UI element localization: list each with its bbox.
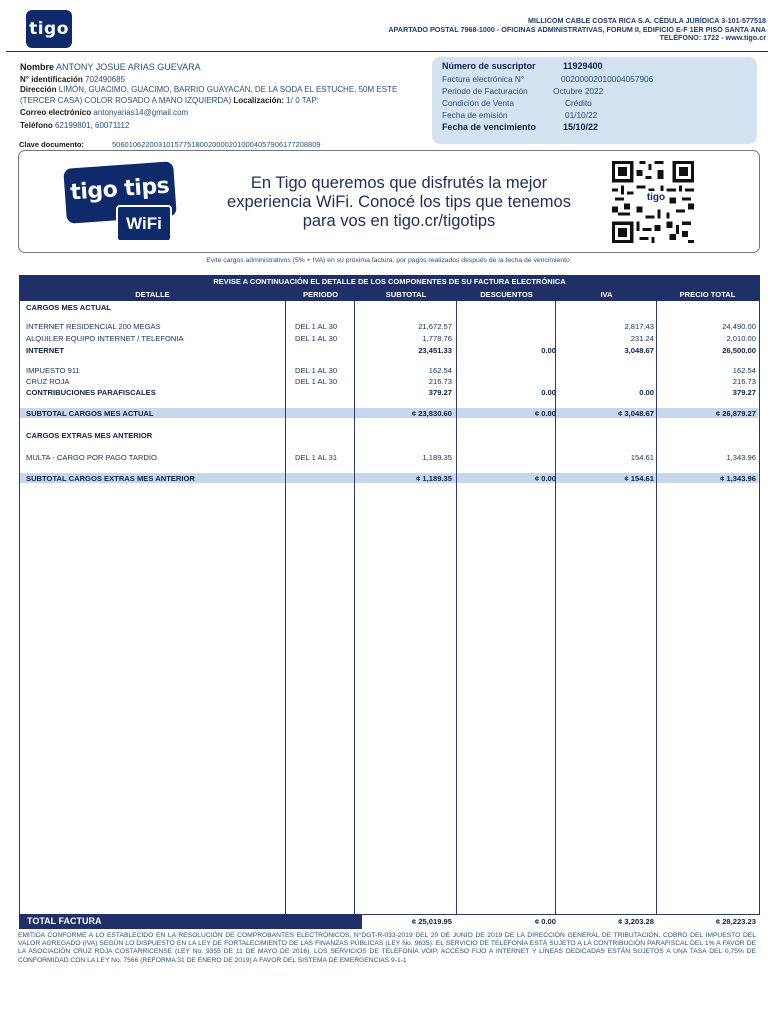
col-header-subtotal: SUBTOTAL bbox=[385, 290, 427, 299]
banner-message: En Tigo queremos que disfrutés la mejor experiencia WiFi. Conocé los tips que tenemos para vos en tigo.cr/tigotips bbox=[227, 174, 571, 230]
row-period: DEL 1 AL 30 bbox=[295, 377, 338, 386]
row-total: 24,490.00 bbox=[722, 322, 756, 331]
row-period: DEL 1 AL 30 bbox=[295, 334, 338, 343]
total-subtotal: ¢ 25,019.95 bbox=[411, 917, 452, 926]
row-iva: 3,048.67 bbox=[624, 346, 654, 355]
row-subtotal: ¢ 23,830.60 bbox=[411, 409, 452, 418]
table-title: REVISE A CONTINUACIÓN EL DETALLE DE LOS COMPONENTES DE SU FACTURA ELECTRÓNICA bbox=[19, 275, 760, 288]
subscriber-number: 11929400 bbox=[563, 61, 603, 71]
issue-date: 01/10/22 bbox=[565, 110, 598, 120]
issue-row bbox=[442, 110, 598, 120]
row-iva: 2,817.43 bbox=[624, 322, 654, 331]
table-header-row bbox=[19, 288, 760, 301]
company-line: MILLICOM CABLE COSTA RICA S.A. CÉDULA JURÍDICA 3-101-577518 bbox=[527, 16, 766, 25]
row-iva: 154.61 bbox=[630, 453, 654, 462]
company-line: APARTADO POSTAL 7968-1000 - OFICINAS ADMINISTRATIVAS, FORUM II, EDIFICIO E-F 1ER PISO SANTA ANA bbox=[388, 24, 766, 34]
name-label: Nombre bbox=[20, 62, 55, 72]
row-period: DEL 1 AL 31 bbox=[295, 453, 338, 462]
row-subtotal: ¢ 1,189.35 bbox=[416, 474, 452, 483]
address-label: Dirección bbox=[20, 85, 57, 94]
row-subtotal: 1,189.35 bbox=[422, 453, 452, 462]
client-address-row bbox=[20, 85, 420, 106]
column-divider bbox=[656, 301, 657, 915]
subscriber-label: Número de suscriptor bbox=[442, 61, 536, 71]
client-phone: 62199801, 60071112 bbox=[54, 120, 130, 130]
client-email: antonyarias14@gmail.com bbox=[93, 108, 189, 117]
id-label: N° identificación bbox=[20, 74, 83, 84]
row-iva: ¢ 3,048.67 bbox=[618, 409, 654, 418]
late-payment-note: Evite cargos administrativos (5% + IVA) en su próxima factura, por pagos realizados después de la fecha de vencimiento bbox=[206, 257, 570, 264]
row-discounts: ¢ 0.00 bbox=[534, 474, 556, 483]
client-address: LIMÓN, GUACIMO, GUACIMO, BARRIO GUAYACÁN, DE LA SODA EL ESTUCHE, 50M ESTE (TERCER CASA) COLOR ROSADO A MANO IZQUIERDA) bbox=[20, 85, 398, 105]
col-header-descuentos: DESCUENTOS bbox=[480, 290, 533, 299]
total-label: TOTAL FACTURA bbox=[19, 914, 362, 929]
section-heading: CARGOS MES ACTUAL bbox=[26, 303, 111, 312]
row-subtotal: 162.54 bbox=[428, 366, 452, 375]
row-total: 216.73 bbox=[732, 377, 756, 386]
condition-row bbox=[442, 98, 592, 108]
total-iva: ¢ 3,203.28 bbox=[618, 917, 654, 926]
subscriber-row bbox=[442, 61, 603, 71]
condition-value: Crédito bbox=[565, 98, 592, 108]
row-detail: CONTRIBUCIONES PARAFISCALES bbox=[26, 388, 156, 397]
company-info bbox=[286, 17, 766, 43]
row-total: 26,500.00 bbox=[722, 346, 756, 355]
qr-tigo-logo: tigo bbox=[643, 191, 669, 205]
company-line: TELÉFONO: 1722 - www.tigo.cr bbox=[659, 33, 766, 42]
row-iva: 231.24 bbox=[630, 334, 654, 343]
phone-label: Teléfono bbox=[20, 120, 53, 130]
client-id: 702490685 bbox=[85, 74, 126, 84]
due-label: Fecha de vencimiento bbox=[442, 122, 537, 132]
client-location: 1/ 0 TAP: bbox=[286, 95, 319, 105]
row-detail: IMPUESTO 911 bbox=[26, 366, 80, 375]
client-name: ANTONY JOSUE ARIAS GUEVARA bbox=[56, 62, 201, 72]
row-discounts: 0.00 bbox=[541, 346, 556, 355]
col-header-iva: IVA bbox=[600, 290, 613, 299]
row-subtotal: 216.73 bbox=[428, 377, 452, 386]
col-header-precio-total: PRECIO TOTAL bbox=[679, 290, 736, 299]
invoice-info-box bbox=[432, 57, 757, 144]
row-period: DEL 1 AL 30 bbox=[295, 322, 338, 331]
document-key bbox=[19, 140, 321, 149]
row-total: ¢ 1,343.96 bbox=[720, 474, 756, 483]
client-email-row bbox=[20, 108, 420, 119]
row-subtotal: 1,778.76 bbox=[422, 334, 452, 343]
row-total: 162.54 bbox=[732, 366, 756, 375]
row-detail: ALQUILER EQUIPO INTERNET / TELEFONIA bbox=[26, 334, 184, 343]
header-divider bbox=[6, 51, 768, 52]
location-label: Localización: bbox=[233, 95, 285, 105]
row-subtotal: 379.27 bbox=[428, 388, 452, 397]
row-total: 1,343.96 bbox=[726, 453, 756, 462]
document-key-label: Clave documento: bbox=[19, 140, 85, 149]
client-info bbox=[20, 62, 420, 131]
invoice-detail-table bbox=[19, 275, 760, 915]
total-discounts: ¢ 0.00 bbox=[534, 917, 556, 926]
row-detail: MULTA - CARGO POR PAGO TARDIO bbox=[26, 453, 157, 462]
column-divider bbox=[354, 301, 355, 915]
row-total: 2,010.00 bbox=[726, 334, 756, 343]
row-total: 379.27 bbox=[732, 388, 756, 397]
column-divider bbox=[456, 301, 457, 915]
row-total: ¢ 26,879.27 bbox=[715, 409, 756, 418]
period-row bbox=[442, 86, 604, 96]
row-iva: 0.00 bbox=[639, 388, 654, 397]
row-discounts: ¢ 0.00 bbox=[534, 409, 556, 418]
row-detail: SUBTOTAL CARGOS EXTRAS MES ANTERIOR bbox=[26, 474, 195, 483]
email-label: Correo electrónico bbox=[20, 108, 92, 117]
client-name-row bbox=[20, 62, 420, 73]
due-row bbox=[442, 122, 599, 132]
period-label: Periodo de Facturación bbox=[442, 86, 528, 96]
condition-label: Condición de Venta bbox=[442, 98, 514, 108]
client-id-row bbox=[20, 75, 420, 86]
tigo-logo: tigo bbox=[26, 10, 72, 48]
row-detail: CRUZ ROJA bbox=[26, 377, 70, 386]
column-divider bbox=[285, 301, 286, 915]
row-period: DEL 1 AL 30 bbox=[295, 366, 338, 375]
row-iva: ¢ 154.61 bbox=[624, 474, 654, 483]
invoice-row bbox=[442, 74, 654, 84]
legal-notice: EMITIDA CONFORME A LO ESTABLECIDO EN LA RESOLUCIÓN DE COMPROBANTES ELECTRÓNICOS, N°DGT-R-033-2019 DEL 20 DE JUNIO DE 2019 DE LA DIRECCIÓN GENERAL DE TRIBUTACIÓN. COBRO DEL IMPUESTO DEL VALOR AGREGADO (IVA) SEGÚN LO DISPUESTO EN LA LEY DE FORTALECIMIENTO DE LAS FINANZAS PÚBLICAS (LEY No. 9635). EL SERVICIO DE TELEFONÍA ESTÁ SUJETO A LA CONTRIBUCIÓN PARAFISCAL DEL 1% A FAVOR DE LA ASOCIACIÓN CRUZ ROJA COSTARRICENSE (LEY No. 9355 DE 11 DE MAYO DE 2016). LOS SERVICIOS DE TELEFONÍA VOIP, ACCESO FIJO A INTERNET Y LÍNEAS DEDICADAS ESTÁN SUJETOS A UNA TASA DEL 0,75% DE CONFORMIDAD CON LA LEY No. 7566 (REFORMA 31 DE ENERO DE 2019) A FAVOR DEL SISTEMA DE EMERGENCIAS 9-1-1 bbox=[18, 932, 756, 964]
wifi-badge: WiFi bbox=[116, 205, 172, 242]
tigo-tips-banner[interactable] bbox=[18, 150, 760, 253]
issue-label: Fecha de emisión bbox=[442, 110, 508, 120]
total-price: ¢ 28,223.23 bbox=[715, 917, 756, 926]
row-detail: SUBTOTAL CARGOS MES ACTUAL bbox=[26, 409, 154, 418]
col-header-detalle: DETALLE bbox=[135, 290, 170, 299]
row-discounts: 0.00 bbox=[541, 388, 556, 397]
col-header-periodo: PERIODO bbox=[302, 290, 339, 299]
period-value: Octubre 2022 bbox=[553, 86, 604, 96]
row-detail: INTERNET RESIDENCIAL 200 MEGAS bbox=[26, 322, 161, 331]
due-date: 15/10/22 bbox=[563, 122, 599, 132]
client-phone-row bbox=[20, 121, 420, 132]
invoice-label: Factura electrónica N° bbox=[442, 74, 525, 84]
row-detail: INTERNET bbox=[26, 346, 64, 355]
tigo-tips-text: tigo tips bbox=[69, 173, 171, 206]
row-subtotal: 23,451.33 bbox=[418, 346, 452, 355]
section-heading: CARGOS EXTRAS MES ANTERIOR bbox=[26, 431, 153, 440]
document-key-value: 50601062200310157751800200002010004057906177208809 bbox=[112, 140, 321, 149]
invoice-number: 00200002010004057906 bbox=[561, 74, 654, 84]
row-subtotal: 21,672.57 bbox=[418, 322, 452, 331]
